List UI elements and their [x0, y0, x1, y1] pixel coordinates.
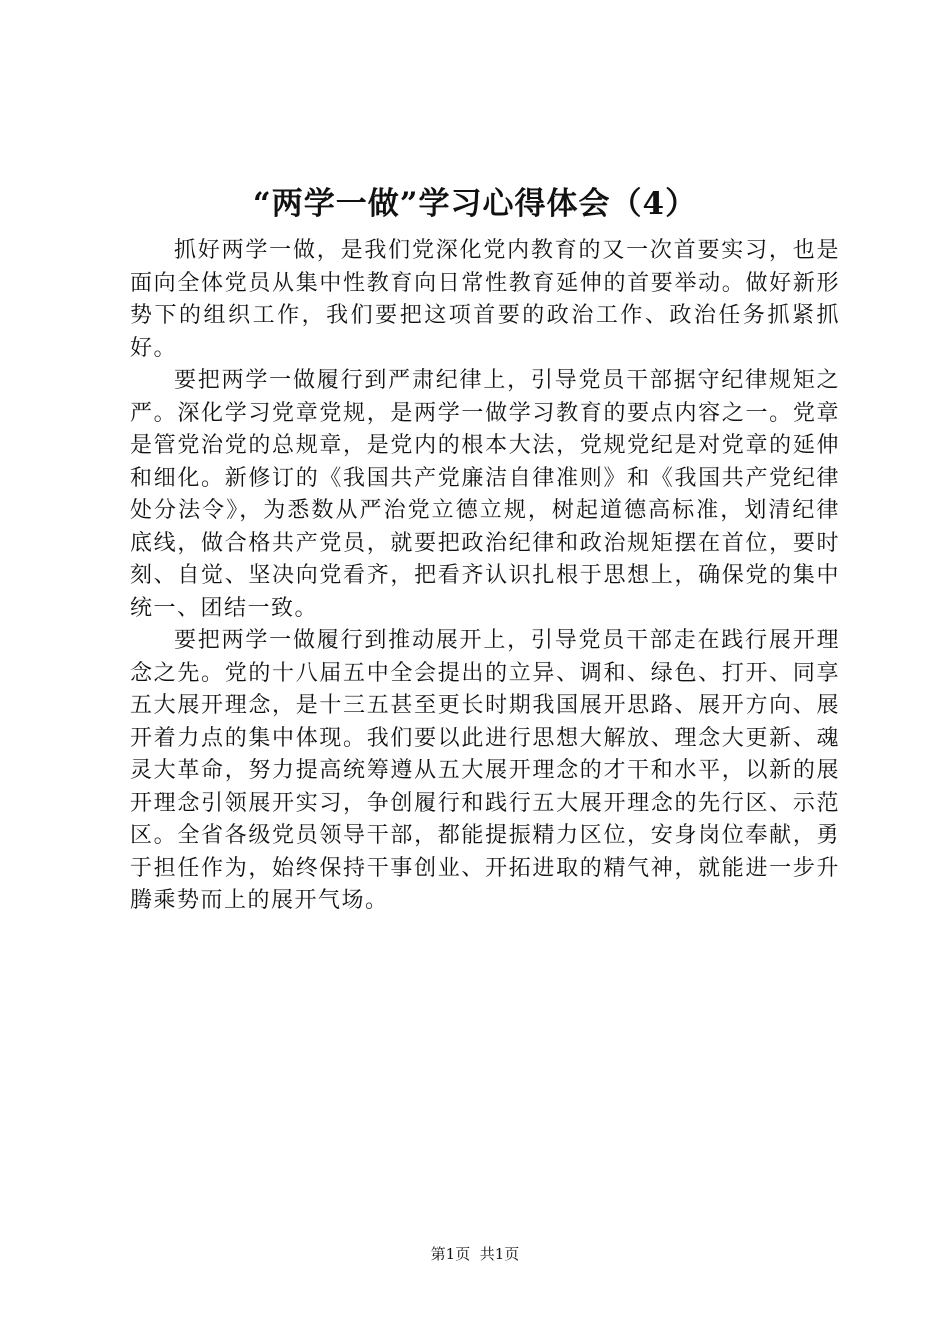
- footer-separator: [470, 1245, 480, 1263]
- paragraph-1: 抓好两学一做，是我们党深化党内教育的又一次首要实习，也是面向全体党员从集中性教育向日常性教育延伸的首要举动。做好新形势下的组织工作，我们要把这项首要的政治工作、政治任务抓紧抓好。: [130, 238, 840, 361]
- page-title: “两学一做”学习心得体会（4）: [252, 186, 698, 222]
- page-footer: [0, 1244, 950, 1264]
- paragraph-3: 要把两学一做履行到推动展开上，引导党员干部走在践行展开理念之先。党的十八届五中全会提出的立异、调和、绿色、打开、同享五大展开理念，是十三五甚至更长时期我国展开思路、展开方向、展开着力点的集中体现。我们要以此进行思想大解放、理念大更新、魂灵大革命，努力提高统筹遵从五大展开理念的才干和水平，以新的展开理念引领展开实习，争创履行和践行五大展开理念的先行区、示范区。全省各级党员领导干部，都能提振精力区位，安身岗位奉献，勇于担任作为，始终保持干事创业、开拓进取的精气神，就能进一步升腾乘势而上的展开气场。: [130, 628, 840, 913]
- total-pages: 共1页: [479, 1245, 520, 1263]
- document-body: [130, 235, 840, 918]
- paragraph-2: 要把两学一做履行到严肃纪律上，引导党员干部据守纪律规矩之严。深化学习党章党规，是两学一做学习教育的要点内容之一。党章是管党治党的总规章，是党内的根本大法，党规党纪是对党章的延伸和细化。新修订的《我国共产党廉洁自律准则》和《我国共产党纪律处分法令》，为悉数从严治党立德立规，树起道德高标准，划清纪律底线，做合格共产党员，就要把政治纪律和政治规矩摆在首位，要时刻、自觉、坚决向党看齐，把看齐认识扎根于思想上，确保党的集中统一、团结一致。: [130, 368, 840, 621]
- page-number: 第1页: [430, 1245, 471, 1263]
